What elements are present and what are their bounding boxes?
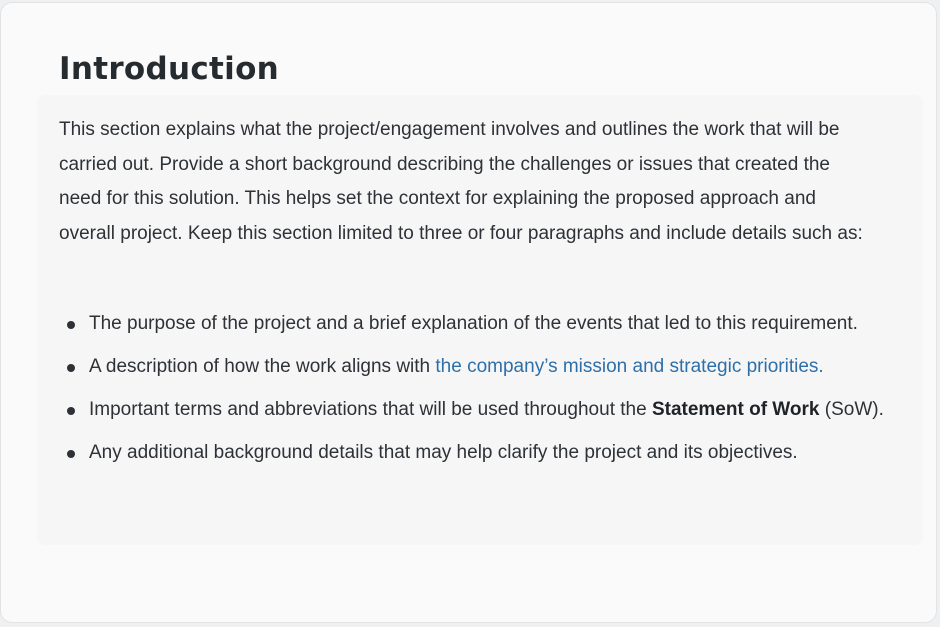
list-item-text: Important terms and abbreviations that will be used throughout the	[89, 399, 652, 420]
list-item	[59, 394, 929, 426]
document-card	[0, 2, 937, 623]
intro-paragraph: This section explains what the project/engagement involves and outlines the work that will be carried out. Provide a short background describing the challenges or issues that created the need for this solution. This helps set the context for explaining the proposed approach and overall project. Keep this section limited to three or four paragraphs and include details such as:	[59, 119, 863, 244]
section-title: Introduction	[59, 51, 280, 87]
bullet-dot-icon	[67, 450, 75, 458]
bullet-dot-icon	[67, 321, 75, 329]
bullet-list	[59, 308, 929, 480]
list-item	[59, 351, 929, 383]
list-item	[59, 437, 929, 469]
list-item	[59, 308, 929, 340]
list-item-text: A description of how the work aligns with	[89, 356, 436, 377]
list-item-text-suffix: (SoW).	[819, 399, 884, 420]
list-item-text: The purpose of the project and a brief explanation of the events that led to this requirement.	[89, 313, 858, 334]
bullet-dot-icon	[67, 364, 75, 372]
bullet-dot-icon	[67, 407, 75, 415]
mission-priorities-link[interactable]: the company’s mission and strategic priorities.	[435, 356, 824, 377]
statement-of-work-term: Statement of Work	[651, 399, 820, 420]
list-item-text: Any additional background details that may help clarify the project and its objectives.	[89, 442, 798, 463]
